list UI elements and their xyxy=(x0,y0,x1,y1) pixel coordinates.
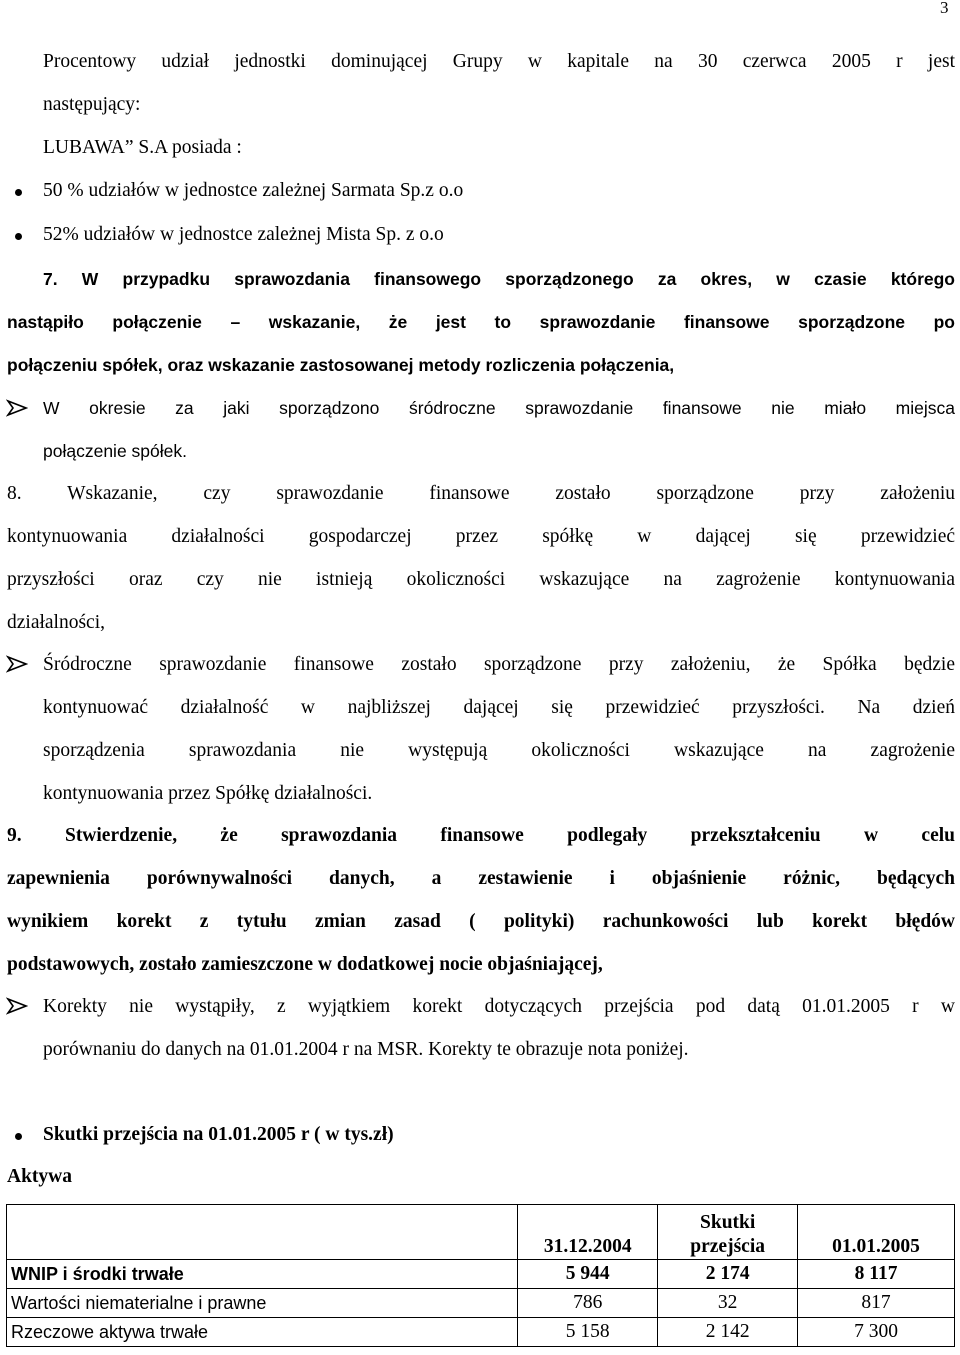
section-9-heading-line-3: wynikiem korekt z tytułu zmian zasad ( polityki) rachunkowości lub korekt błędów xyxy=(7,911,955,932)
intro-line-1: Procentowy udział jednostki dominującej Grupy w kapitale na 30 czerwca 2005 r jest xyxy=(43,51,955,72)
section-8-answer-line-3: sporządzenia sprawozdania nie występują okoliczności wskazujące na zagrożenie xyxy=(43,740,955,761)
bullet-dot-icon xyxy=(15,1133,22,1140)
arrow-bullet-icon xyxy=(6,655,28,673)
intro-line-2: następujący: xyxy=(43,94,141,115)
bullet-dot-icon xyxy=(15,233,22,240)
table-header-cell: 01.01.2005 xyxy=(798,1205,955,1260)
intro-bullet-1: 50 % udziałów w jednostce zależnej Sarmata Sp.z o.o xyxy=(43,180,464,201)
effects-heading: Skutki przejścia na 01.01.2005 r ( w tys.zł) xyxy=(43,1124,394,1145)
arrow-bullet-icon xyxy=(6,997,28,1015)
table-header-cell: Skutki przejścia xyxy=(658,1205,798,1260)
section-8-heading-line-2: kontynuowania działalności gospodarczej przez spółkę w dającej się przewidzieć xyxy=(7,526,955,547)
table-cell: Wartości niematerialne i prawne xyxy=(7,1289,518,1318)
section-9-heading-line-4: podstawowych, zostało zamieszczone w dodatkowej nocie objaśniającej, xyxy=(7,954,603,975)
section-8-answer-line-2: kontynuować działalność w najbliższej dającej się przewidzieć przyszłości. Na dzień xyxy=(43,697,955,718)
table-cell: 32 xyxy=(658,1289,798,1318)
section-7-heading-line-2: nastąpiło połączenie – wskazanie, że jest to sprawozdanie finansowe sporządzone po xyxy=(7,312,955,332)
section-8-answer-line-1: Śródroczne sprawozdanie finansowe zostało sporządzone przy założeniu, że Spółka będzie xyxy=(43,654,955,675)
table-cell: 5 158 xyxy=(518,1318,658,1347)
assets-table xyxy=(6,1204,955,1347)
table-cell: 5 944 xyxy=(518,1260,658,1289)
table-header-cell xyxy=(7,1205,518,1260)
table-cell: 2 174 xyxy=(658,1260,798,1289)
table-cell: 817 xyxy=(798,1289,955,1318)
table-cell: 786 xyxy=(518,1289,658,1318)
table-row xyxy=(7,1289,955,1318)
table-cell: 2 142 xyxy=(658,1318,798,1347)
section-9-answer-line-2: porównaniu do danych na 01.01.2004 r na MSR. Korekty te obrazuje nota poniżej. xyxy=(43,1039,689,1060)
table-row xyxy=(7,1318,955,1347)
section-8-heading-line-3: przyszłości oraz czy nie istnieją okoliczności wskazujące na zagrożenie kontynuowania xyxy=(7,569,955,590)
section-7-heading-line-1: 7. W przypadku sprawozdania finansowego sporządzonego za okres, w czasie którego xyxy=(43,269,955,289)
section-9-answer-line-1: Korekty nie wystąpiły, z wyjątkiem korekt dotyczących przejścia pod datą 01.01.2005 r w xyxy=(43,996,955,1017)
intro-bullet-2: 52% udziałów w jednostce zależnej Mista Sp. z o.o xyxy=(43,224,444,245)
arrow-bullet-icon xyxy=(6,399,28,417)
bullet-dot-icon xyxy=(15,189,22,196)
assets-heading: Aktywa xyxy=(7,1166,73,1187)
table-row xyxy=(7,1260,955,1289)
section-9-heading-line-2: zapewnienia porównywalności danych, a zestawienie i objaśnienie różnic, będących xyxy=(7,868,955,889)
table-cell: 7 300 xyxy=(798,1318,955,1347)
section-8-heading-line-1: 8. Wskazanie, czy sprawozdanie finansowe zostało sporządzone przy założeniu xyxy=(7,483,955,504)
section-7-answer-line-2: połączenie spółek. xyxy=(43,441,187,461)
section-9-heading-line-1: 9. Stwierdzenie, że sprawozdania finansowe podlegały przekształceniu w celu xyxy=(7,825,955,846)
intro-line-3: LUBAWA” S.A posiada : xyxy=(43,137,242,158)
table-header-cell: 31.12.2004 xyxy=(518,1205,658,1260)
table-cell: Rzeczowe aktywa trwałe xyxy=(7,1318,518,1347)
page-number: 3 xyxy=(940,0,949,17)
table-cell: WNIP i środki trwałe xyxy=(7,1260,518,1289)
section-8-answer-line-4: kontynuowania przez Spółkę działalności. xyxy=(43,783,373,804)
section-8-heading-line-4: działalności, xyxy=(7,612,106,633)
table-header-row xyxy=(7,1205,955,1260)
table-cell: 8 117 xyxy=(798,1260,955,1289)
section-7-answer-line-1: W okresie za jaki sporządzono śródroczne sprawozdanie finansowe nie miało miejsca xyxy=(43,398,955,418)
section-7-heading-line-3: połączeniu spółek, oraz wskazanie zastosowanej metody rozliczenia połączenia, xyxy=(7,355,675,375)
